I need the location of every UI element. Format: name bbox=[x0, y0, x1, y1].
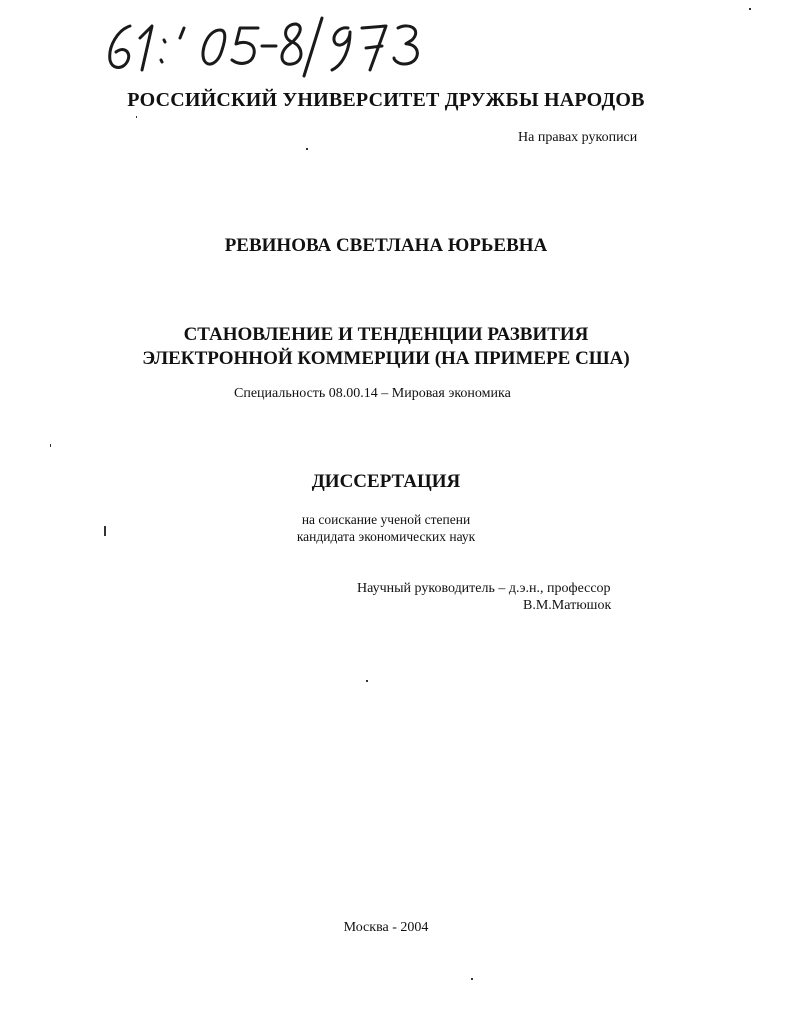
rights-note: На правах рукописи bbox=[518, 130, 638, 145]
supervisor-role: Научный руководитель – д.э.н., профессор bbox=[357, 581, 611, 596]
document-type: ДИССЕРТАЦИЯ bbox=[311, 471, 461, 492]
supervisor-name: В.М.Матюшок bbox=[523, 598, 612, 613]
scan-speck bbox=[366, 680, 368, 682]
author-name: РЕВИНОВА СВЕТЛАНА ЮРЬЕВНА bbox=[224, 235, 548, 256]
handwritten-number-drawing bbox=[100, 4, 440, 84]
dissertation-title-line-2: ЭЛЕКТРОННОЙ КОММЕРЦИИ (НА ПРИМЕРЕ США) bbox=[142, 348, 630, 369]
dissertation-title-line-1: СТАНОВЛЕНИЕ И ТЕНДЕНЦИИ РАЗВИТИЯ bbox=[183, 324, 589, 345]
scan-speck bbox=[50, 444, 51, 447]
scan-speck bbox=[306, 148, 308, 150]
scan-speck bbox=[749, 8, 751, 10]
scan-speck bbox=[471, 978, 473, 980]
scan-speck bbox=[104, 526, 106, 536]
university-name: РОССИЙСКИЙ УНИВЕРСИТЕТ ДРУЖБЫ НАРОДОВ bbox=[127, 89, 645, 111]
degree-line-2: кандидата экономических наук bbox=[296, 529, 476, 544]
speciality: Специальность 08.00.14 – Мировая экономика bbox=[234, 386, 511, 401]
scan-speck bbox=[136, 116, 137, 118]
handwritten-registration-number bbox=[100, 4, 440, 84]
city-year: Москва - 2004 bbox=[343, 920, 429, 935]
degree-line-1: на соискание ученой степени bbox=[301, 512, 471, 527]
